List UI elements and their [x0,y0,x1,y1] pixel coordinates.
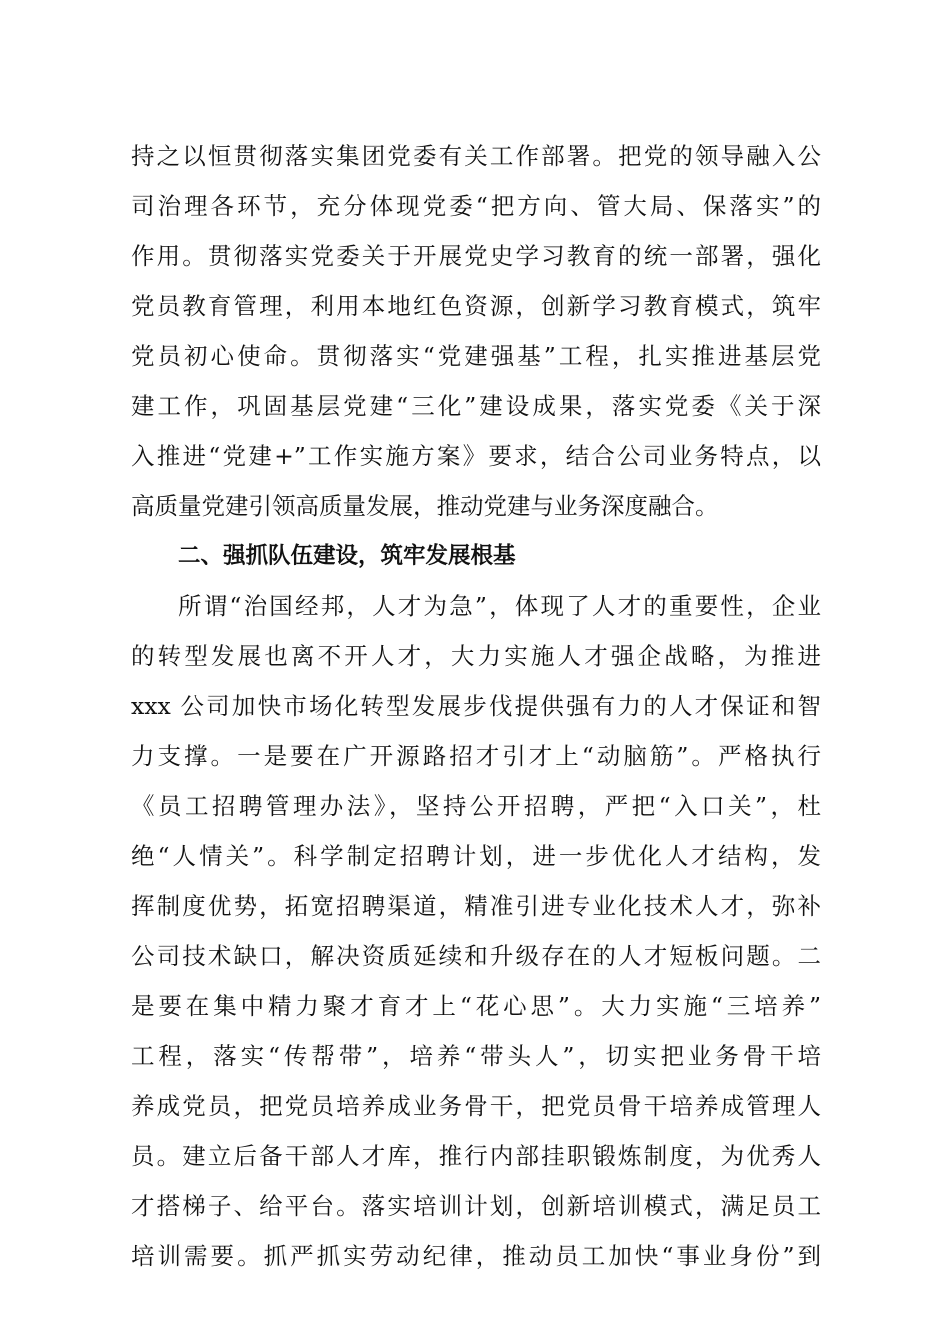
paragraph-2-line: 员。建立后备干部人才库，推行内部挂职锻炼制度，为优秀人 [131,1142,821,1170]
paragraph-2-line: xxx 公司加快市场化转型发展步伐提供强有力的人才保证和智 [131,692,821,720]
paragraph-1-line: 入推进“党建+”工作实施方案》要求，结合公司业务特点，以 [131,442,821,470]
paragraph-1-line: 建工作，巩固基层党建“三化”建设成果，落实党委《关于深 [131,392,821,420]
paragraph-2-line: 力支撑。一是要在广开源路招才引才上“动脑筋”。严格执行 [131,742,821,770]
paragraph-1-line: 党员初心使命。贯彻落实“党建强基”工程，扎实推进基层党 [131,342,821,370]
paragraph-2-line: 养成党员，把党员培养成业务骨干，把党员骨干培养成管理人 [131,1092,821,1120]
paragraph-2-line: 的转型发展也离不开人才，大力实施人才强企战略，为推进 [131,642,821,670]
paragraph-1-line: 党员教育管理，利用本地红色资源，创新学习教育模式，筑牢 [131,292,821,320]
paragraph-1-line: 作用。贯彻落实党委关于开展党史学习教育的统一部署，强化 [131,242,821,270]
paragraph-1-line: 司治理各环节，充分体现党委“把方向、管大局、保落实”的 [131,192,821,220]
paragraph-2-line: 绝“人情关”。科学制定招聘计划，进一步优化人才结构，发 [131,842,821,870]
paragraph-2-line: 公司技术缺口，解决资质延续和升级存在的人才短板问题。二 [131,942,821,970]
paragraph-2-line: 是要在集中精力聚才育才上“花心思”。大力实施“三培养” [131,992,821,1020]
paragraph-1-line: 高质量党建引领高质量发展，推动党建与业务深度融合。 [131,492,719,520]
paragraph-2-line: 《员工招聘管理办法》，坚持公开招聘，严把“入口关”，杜 [131,792,821,820]
paragraph-1-line: 持之以恒贯彻落实集团党委有关工作部署。把党的领导融入公 [131,142,821,170]
paragraph-2-line: 所谓“治国经邦，人才为急”，体现了人才的重要性，企业 [178,592,821,620]
paragraph-2-line: 培训需要。抓严抓实劳动纪律，推动员工加快“事业身份”到 [131,1242,821,1270]
paragraph-2-line: 才搭梯子、给平台。落实培训计划，创新培训模式，满足员工 [131,1192,821,1220]
section-heading: 二、强抓队伍建设，筑牢发展根基 [178,543,516,569]
paragraph-2-line: 挥制度优势，拓宽招聘渠道，精准引进专业化技术人才，弥补 [131,892,821,920]
paragraph-2-line: 工程，落实“传帮带”，培养“带头人”，切实把业务骨干培 [131,1042,821,1070]
